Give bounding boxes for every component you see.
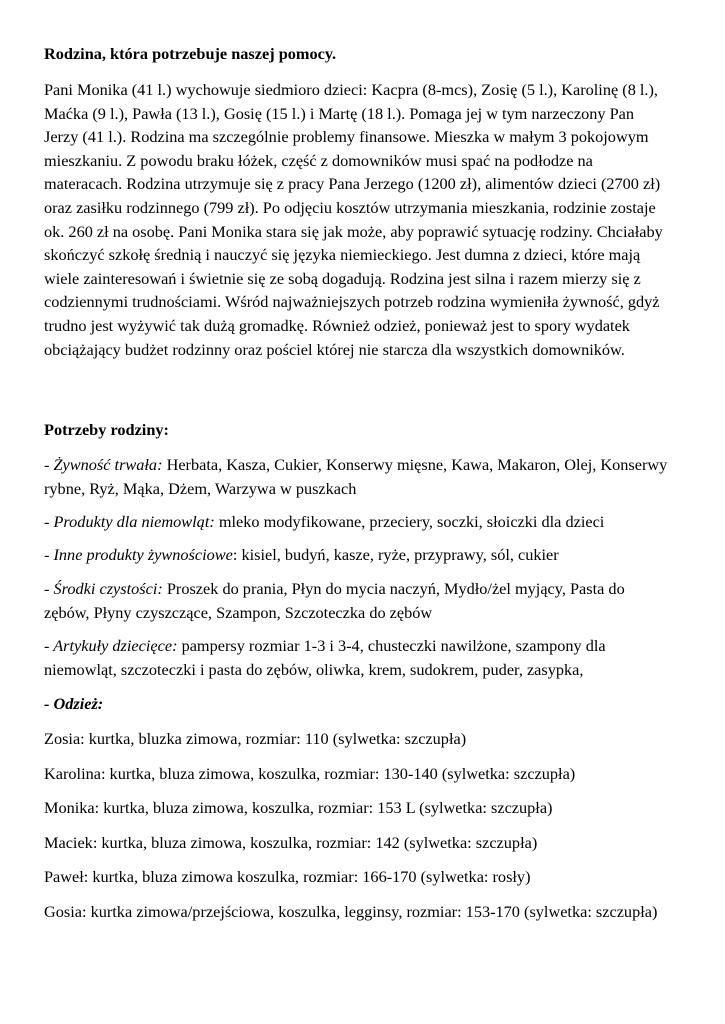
needs-item-cleaning — [44, 577, 674, 624]
needs-category: - Inne produkty żywnościowe — [44, 545, 233, 564]
needs-item-baby-products — [44, 510, 674, 534]
needs-items: Proszek do prania, Płyn do mycia naczyń, Mydło/żel myjący, Pasta do zębów, Płyny czyszczące, Szampon, Szczoteczka do zębów — [44, 579, 625, 622]
intro-paragraph: Pani Monika (41 l.) wychowuje siedmioro dzieci: Kacpra (8-mcs), Zosię (5 l.), Karolinę (8 l.), Maćka (9 l.), Pawła (13 l.), Gosię (15 l.) i Martę (18 l.). Pomaga jej w tym narzeczony Pan Jerzy (41 l.). Rodzina ma szczególnie problemy finansowe. Mieszka w małym 3 pokojowym mieszkaniu. Z powodu braku łóżek, część z domowników musi spać na podłodze na materacach. Rodzina utrzymuje się z pracy Pana Jerzego (1200 zł), alimentów dzieci (2700 zł) oraz zasiłku rodzinnego (799 zł). Po odjęciu kosztów utrzymania mieszkania, rodzinie zostaje ok. 260 zł na osobę. Pani Monika stara się jak może, aby poprawić sytuację rodziny. Chciałaby skończyć szkołę średnią i nauczyć się języka niemieckiego. Jest dumna z dzieci, które mają wiele zainteresowań i świetnie się ze sobą dogadują. Rodzina jest silna i razem mierzy się z codziennymi trudnościami. Wśród najważniejszych potrzeb rodzina wymieniła żywność, gdyż trudno jest wyżywić tak dużą gromadkę. Również odzież, ponieważ jest to spory wydatek obciążający budżet rodzinny oraz pościel której nie starcza dla wszystkich domowników. — [44, 80, 663, 359]
needs-category: - Żywność trwała: — [44, 455, 163, 474]
clothing-heading — [44, 692, 674, 716]
needs-item-child-articles — [44, 634, 674, 681]
needs-items: Herbata, Kasza, Cukier, Konserwy mięsne, Kawa, Makaron, Olej, Konserwy rybne, Ryż, Mąka, Dżem, Warzywa w puszkach — [44, 455, 668, 498]
clothing-line-pawel: Paweł: kurtka, bluza zimowa koszulka, rozmiar: 166-170 (sylwetka: rosły) — [44, 867, 531, 886]
clothing-line-monika: Monika: kurtka, bluza zimowa, koszulka, rozmiar: 153 L (sylwetka: szczupła) — [44, 798, 553, 817]
clothing-line-karolina: Karolina: kurtka, bluza zimowa, koszulka, rozmiar: 130-140 (sylwetka: szczupła) — [44, 764, 576, 783]
needs-heading: Potrzeby rodziny: — [44, 420, 169, 439]
needs-item-other-food — [44, 543, 674, 567]
needs-category: - Artykuły dziecięce: — [44, 636, 178, 655]
needs-category: - Produkty dla niemowląt: — [44, 512, 215, 531]
clothing-category: - Odzież: — [44, 694, 104, 713]
needs-items: pampersy rozmiar 1-3 i 3-4, chusteczki nawilżone, szampony dla niemowląt, szczoteczki i pasta do zębów, oliwka, krem, sudokrem, puder, zasypka, — [44, 636, 606, 679]
clothing-line-maciek: Maciek: kurtka, bluza zimowa, koszulka, rozmiar: 142 (sylwetka: szczupła) — [44, 833, 538, 852]
needs-item-food — [44, 453, 674, 500]
clothing-line-gosia: Gosia: kurtka zimowa/przejściowa, koszulka, legginsy, rozmiar: 153-170 (sylwetka: szczupła) — [44, 902, 658, 921]
needs-items: mleko modyfikowane, przeciery, soczki, słoiczki dla dzieci — [214, 512, 605, 531]
needs-category: - Środki czystości: — [44, 579, 163, 598]
document-title: Rodzina, która potrzebuje naszej pomocy. — [44, 44, 337, 63]
clothing-line-zosia: Zosia: kurtka, bluzka zimowa, rozmiar: 110 (sylwetka: szczupła) — [44, 729, 467, 748]
needs-items: : kisiel, budyń, kasze, ryże, przyprawy, sól, cukier — [232, 545, 559, 564]
